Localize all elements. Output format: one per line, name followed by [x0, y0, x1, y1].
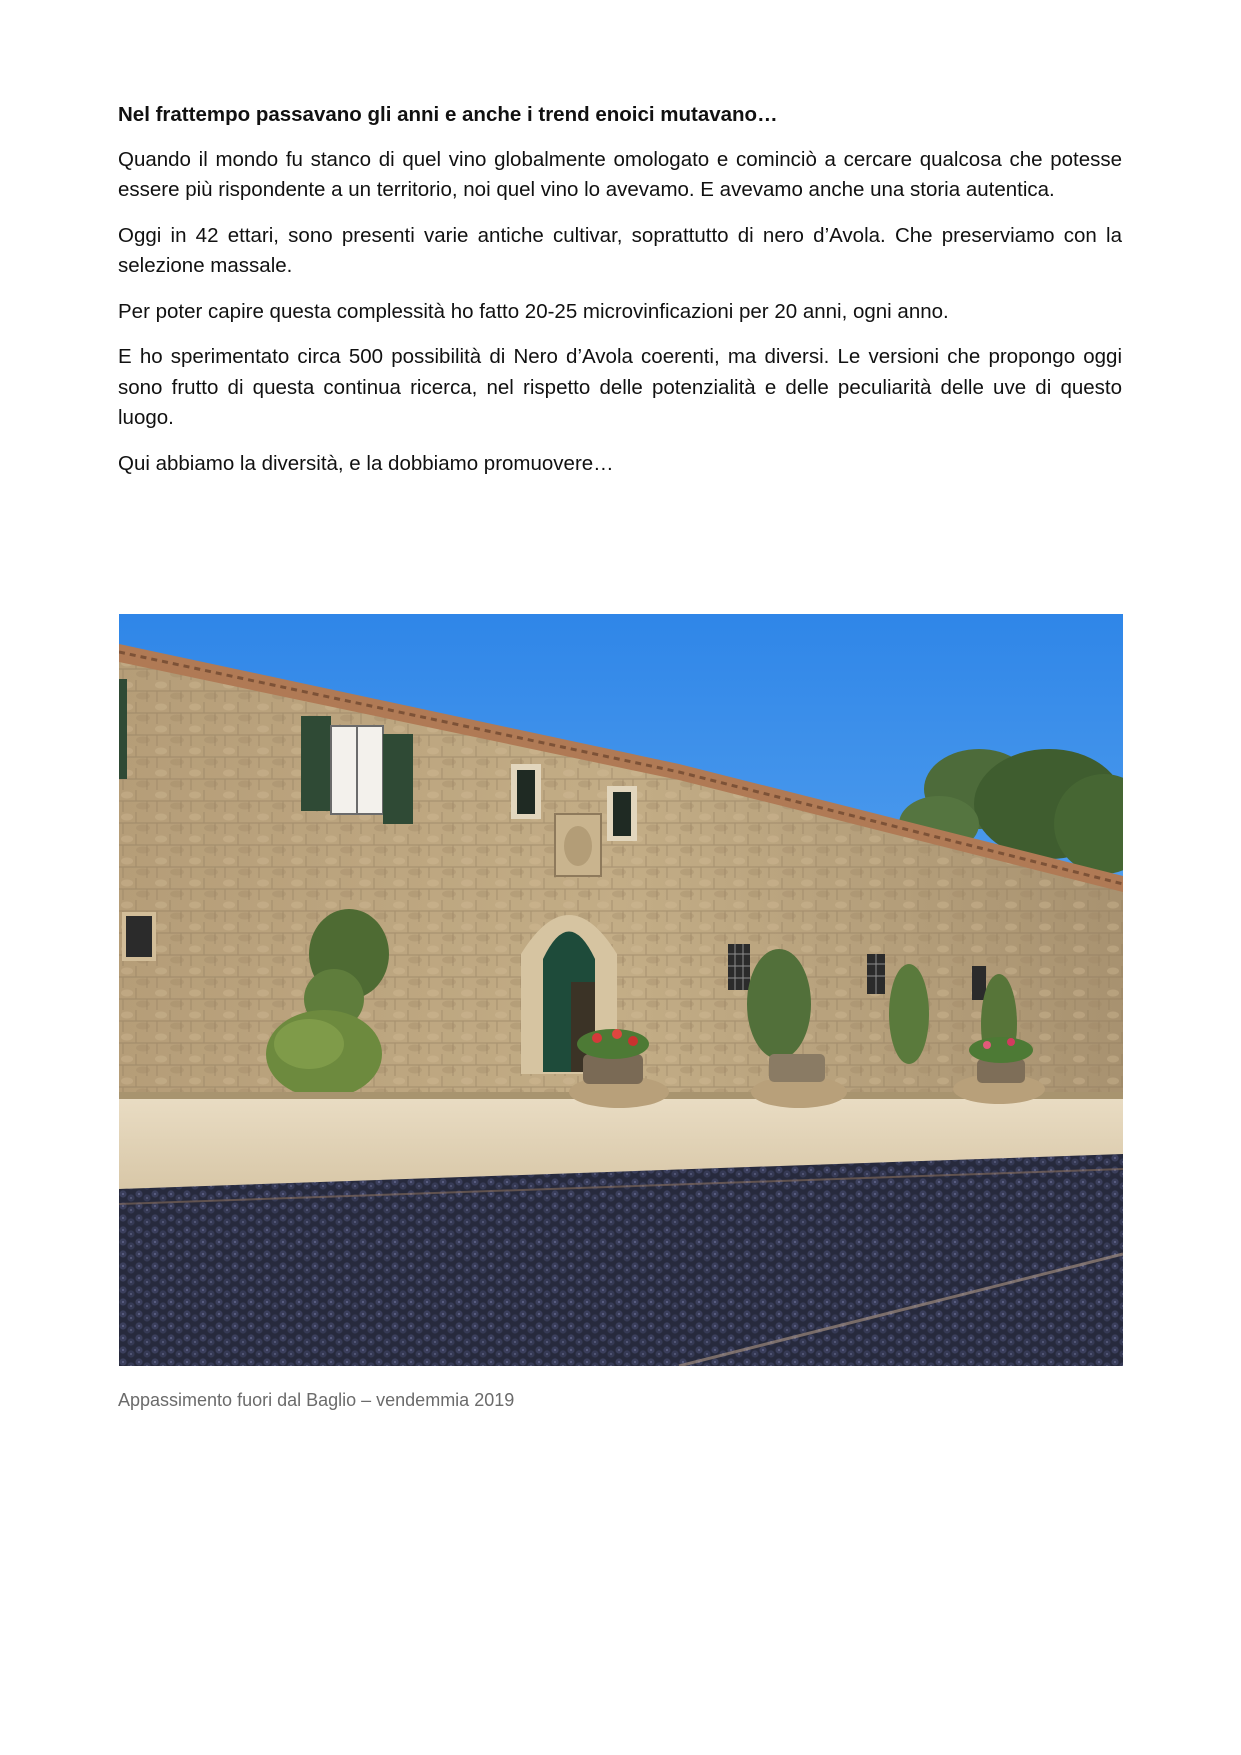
body-text — [118, 100, 1122, 494]
figure-caption: Appassimento fuori dal Baglio – vendemmia 2019 — [118, 1390, 515, 1410]
paragraph-4: E ho sperimentato circa 500 possibilità di Nero d’Avola coerenti, ma diversi. Le versioni che propongo oggi sono frutto di questa continua ricerca, nel rispetto delle potenzialità e delle peculiarità delle uve di questo luogo. — [118, 345, 1122, 429]
paragraph-2: Oggi in 42 ettari, sono presenti varie antiche cultivar, soprattutto di nero d’Avola. Che preserviamo con la selezione massale. — [118, 223, 1122, 277]
section-heading: Nel frattempo passavano gli anni e anche i trend enoici mutavano… — [118, 103, 778, 126]
baglio-photo — [119, 614, 1123, 1366]
paragraph-1: Quando il mondo fu stanco di quel vino globalmente omologato e cominciò a cercare qualcosa che potesse essere più rispondente a un territorio, noi quel vino lo avevamo. E avevamo anche una storia autentica. — [118, 147, 1122, 201]
paragraph-3: Per poter capire questa complessità ho fatto 20-25 microvinficazioni per 20 anni, ogni anno. — [118, 299, 949, 323]
paragraph-5: Qui abbiamo la diversità, e la dobbiamo promuovere… — [118, 451, 614, 475]
